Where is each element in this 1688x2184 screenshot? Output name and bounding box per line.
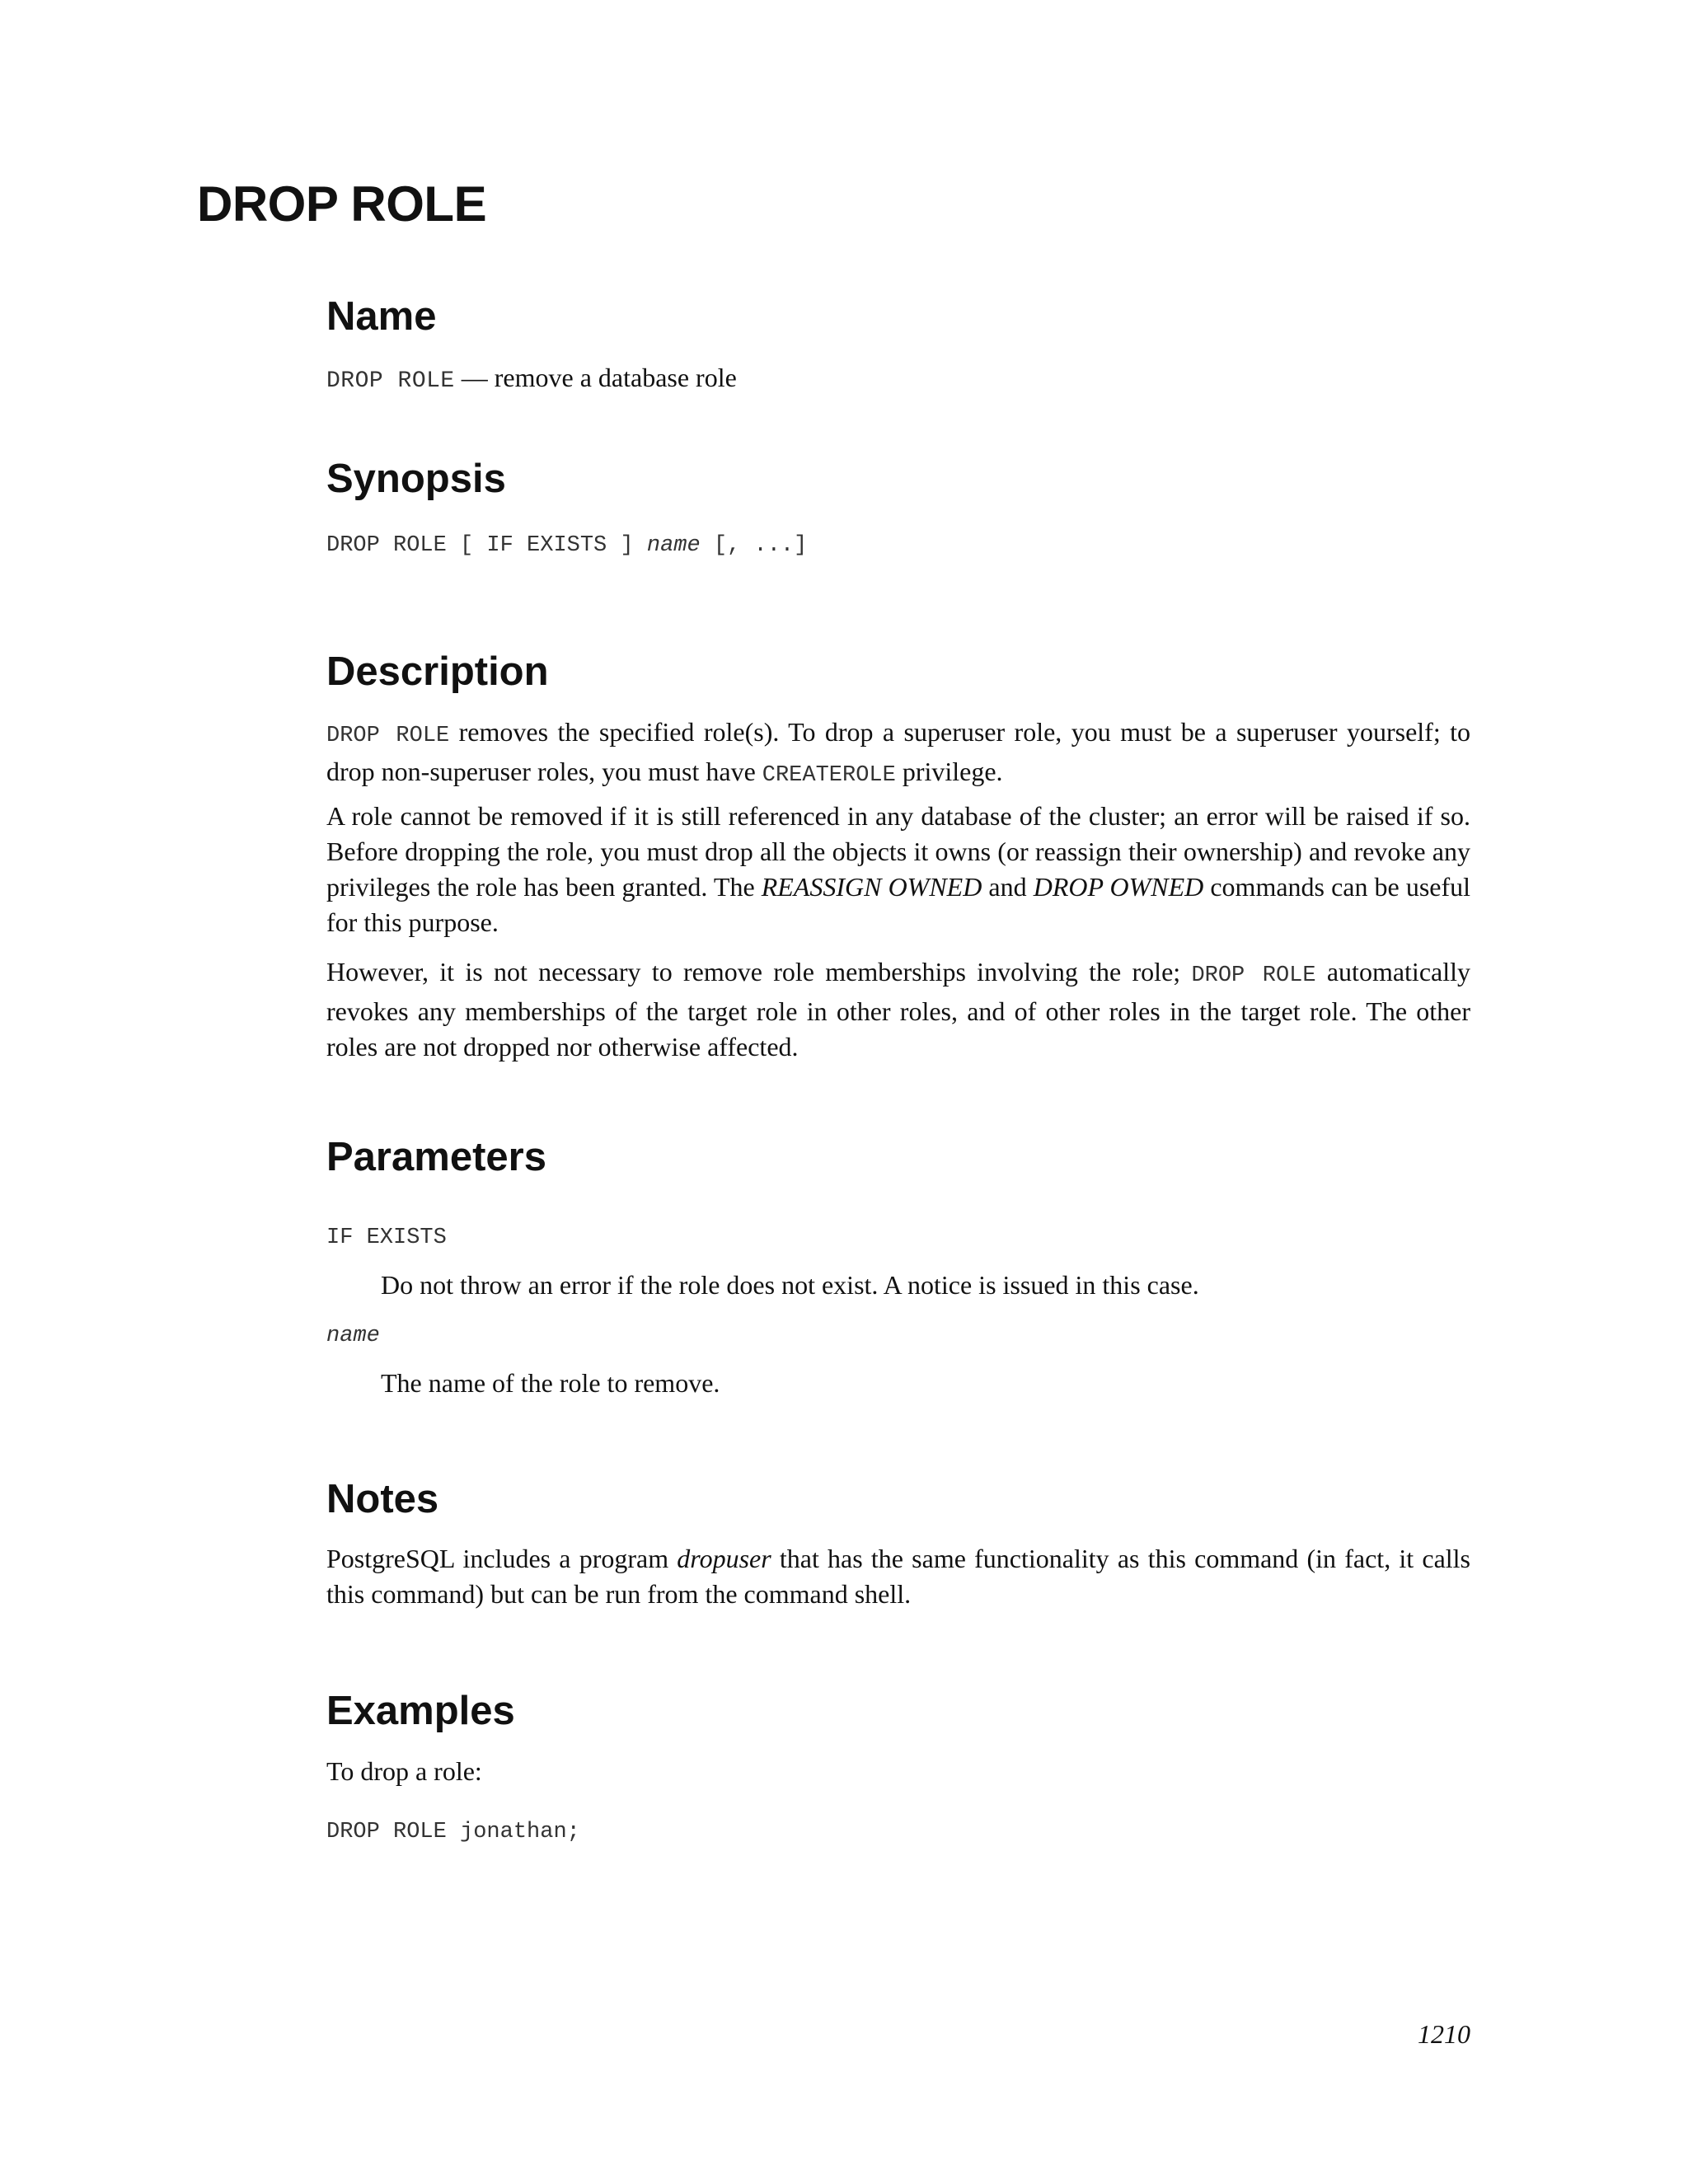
drop-owned-ref: DROP OWNED xyxy=(1033,872,1204,902)
notes-paragraph xyxy=(326,1541,1470,1612)
synopsis-code xyxy=(326,528,807,564)
page-number: 1210 xyxy=(1418,2019,1470,2049)
dropuser-program: dropuser xyxy=(677,1544,771,1573)
notes-text: PostgreSQL includes a program xyxy=(326,1544,678,1573)
description-p2-text-end: commands can be useful for this purpose. xyxy=(326,872,1471,937)
examples-code: DROP ROLE jonathan; xyxy=(326,1820,580,1844)
param-term-name: name xyxy=(326,1324,380,1348)
section-heading-synopsis: Synopsis xyxy=(326,457,506,501)
description-p2-and: and xyxy=(982,872,1034,902)
synopsis-code-param: name xyxy=(646,533,701,558)
section-heading-parameters: Parameters xyxy=(326,1135,546,1179)
name-summary: — remove a database role xyxy=(454,363,737,392)
description-paragraph-1 xyxy=(326,715,1470,794)
description-p1-text: removes the specified role(s). To drop a superuser role, you must be a superuser yourself; to drop non-superuser roles, you must have xyxy=(326,717,1471,786)
synopsis-code-prefix: DROP ROLE [ IF EXISTS ] xyxy=(326,533,647,558)
section-heading-name: Name xyxy=(326,294,437,339)
description-p1-privilege: CREATEROLE xyxy=(762,763,896,788)
description-p3-text-end: automatically revokes any memberships of the target role in other roles, and of other roles in the target role. The other roles are not dropped nor otherwise affected. xyxy=(326,957,1471,1062)
description-p2-text: A role cannot be removed if it is still referenced in any database of the cluster; an error will be raised if so. Before dropping the role, you must drop all the objects it owns (or reassign their ownership) and revoke any privileges the role has been granted. The xyxy=(326,801,1470,902)
param-def-if-exists: Do not throw an error if the role does not exist. A notice is issued in this case. xyxy=(381,1270,1199,1300)
synopsis-code-suffix: [, ...] xyxy=(700,533,808,558)
description-paragraph-3 xyxy=(326,954,1470,1065)
examples-intro: To drop a role: xyxy=(326,1756,482,1786)
name-command: DROP ROLE xyxy=(326,368,455,394)
description-p3-text: However, it is not necessary to remove role memberships involving the role; xyxy=(326,957,1192,987)
description-p1-text-end: privilege. xyxy=(895,757,1003,786)
description-p1-command: DROP ROLE xyxy=(326,724,450,748)
description-p3-command: DROP ROLE xyxy=(1191,963,1316,988)
description-paragraph-2 xyxy=(326,799,1470,940)
param-def-name: The name of the role to remove. xyxy=(381,1368,720,1398)
section-heading-examples: Examples xyxy=(326,1689,515,1733)
notes-text-end: that has the same functionality as this command (in fact, it calls this command) but can be run from the command shell. xyxy=(326,1544,1471,1609)
name-line xyxy=(326,360,737,399)
reassign-owned-ref: REASSIGN OWNED xyxy=(761,872,982,902)
section-heading-notes: Notes xyxy=(326,1477,439,1521)
section-heading-description: Description xyxy=(326,649,549,694)
page-title: DROP ROLE xyxy=(197,176,487,232)
param-term-if-exists: IF EXISTS xyxy=(326,1226,447,1250)
